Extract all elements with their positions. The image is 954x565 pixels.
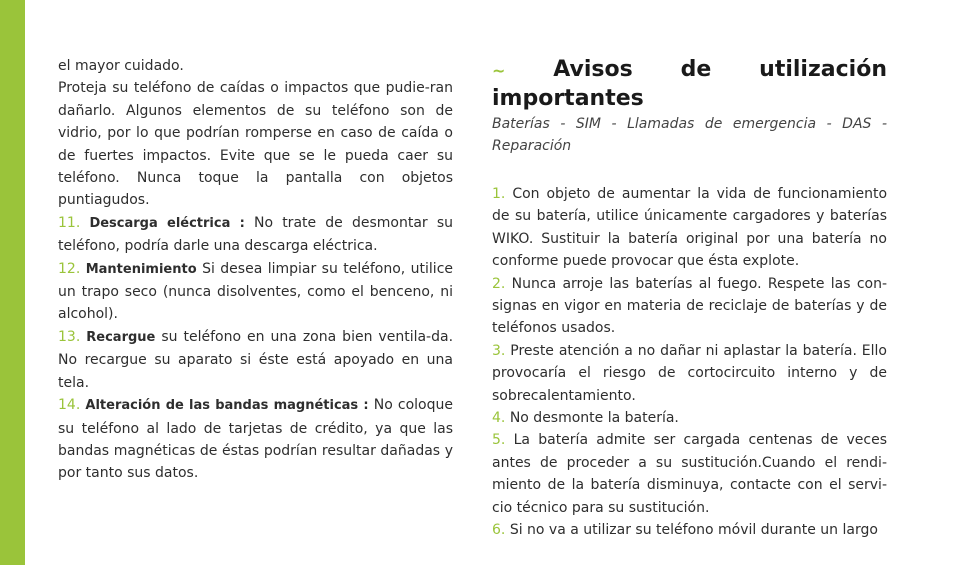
paragraph-protect: Proteja su teléfono de caídas o impactos que pudie-ran dañarlo. Algunos elementos de su teléfono son de vidrio, por lo que podrían romperse en caso de caída o de fuertes impactos. Evite que se le pueda caer su teléfono. Nunca toque la pantalla con objetos puntiagudos. <box>58 80 453 209</box>
item-text: Nunca arroje las baterías al fuego. Respete las con-signas en vigor en materia de reciclaje de baterías y de teléfonos usados. <box>492 275 888 337</box>
item-number: 2. <box>492 275 506 292</box>
item-number: 14. <box>58 397 81 414</box>
section-subtitle: Baterías - SIM - Llamadas de emergencia - DAS - Reparación <box>492 116 887 154</box>
item-text: Preste atención a no dañar ni aplastar la batería. Ello provocaría el riesgo de cortocircuito interno y de sobrecalentamiento. <box>492 342 887 404</box>
item-electric-shock <box>58 212 453 258</box>
battery-item-5 <box>492 429 887 519</box>
battery-item-4 <box>492 407 887 429</box>
item-text: su teléfono en una zona bien ventila-da. No recargue su aparato si éste está apoyado en una tela. <box>58 328 454 391</box>
item-text: Si desea limpiar su teléfono, utilice un trapo seco (nunca disolventes, como el benceno, ni alcohol). <box>58 260 454 323</box>
item-text: Si no va a utilizar su teléfono móvil durante un largo <box>509 522 878 539</box>
item-recharge <box>58 326 453 394</box>
item-number: 4. <box>492 410 506 427</box>
tilde-marker: ~ <box>492 61 506 80</box>
item-number: 11. <box>58 214 81 231</box>
item-number: 13. <box>58 328 81 345</box>
item-text: Con objeto de aumentar la vida de funcionamiento de su batería, utilice únicamente cargadores y baterías WIKO. Sustituir la batería original por una batería no conforme puede provocar que ésta explote. <box>492 186 888 270</box>
item-term: Mantenimiento <box>85 261 197 277</box>
battery-item-1 <box>492 183 887 273</box>
item-term: Descarga eléctrica : <box>89 215 245 231</box>
item-number: 5. <box>492 432 506 449</box>
item-text: No trate de desmontar su teléfono, podría darle una descarga eléctrica. <box>58 214 453 255</box>
right-column <box>492 56 887 542</box>
item-maintenance <box>58 258 453 326</box>
left-column <box>58 55 453 485</box>
battery-item-2 <box>492 273 887 340</box>
item-text: La batería admite ser cargada centenas de veces antes de proceder a su sustitución.Cuando el rendi-miento de la batería disminuya, contacte con el servi-cio técnico para su sustitución. <box>492 432 887 516</box>
paragraph-intro: el mayor cuidado. <box>58 58 184 74</box>
section-heading-text: Avisos de utilización importantes <box>492 57 887 111</box>
section-heading <box>492 56 887 113</box>
item-number: 1. <box>492 186 506 202</box>
item-term: Alteración de las bandas magnéticas : <box>85 398 369 414</box>
item-number: 6. <box>492 522 506 539</box>
item-magnetic-strips <box>58 394 453 485</box>
battery-item-3 <box>492 340 887 407</box>
item-term: Recargue <box>86 329 156 345</box>
item-number: 12. <box>58 260 81 277</box>
accent-side-bar <box>0 0 25 565</box>
item-number: 3. <box>492 342 506 359</box>
item-text: No desmonte la batería. <box>509 410 679 427</box>
battery-item-6 <box>492 519 887 541</box>
item-text: No coloque su teléfono al lado de tarjetas de crédito, ya que las bandas magnéticas de éstas podrían resultar dañadas y por tanto sus datos. <box>58 397 453 482</box>
